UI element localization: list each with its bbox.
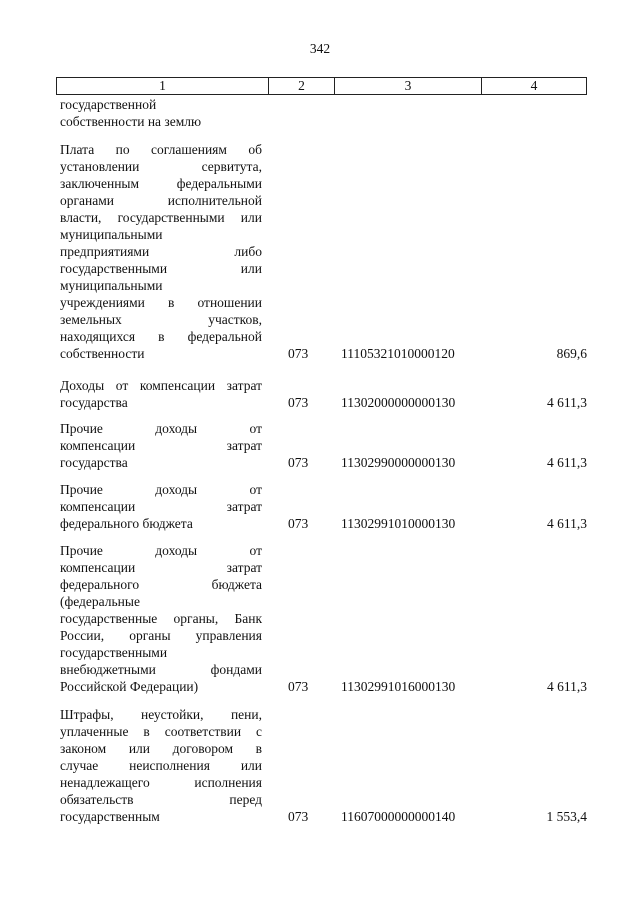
description-line: заключенным федеральными [60,176,262,191]
row-description [60,420,587,471]
description-line: ненадлежащего исполнения [60,775,262,790]
description-line: Прочие доходы от [60,482,262,497]
description-line: компенсации затрат [60,499,262,514]
description-line: государственным [60,809,160,824]
budget-classification-code: 11302000000000130 [341,395,456,410]
table-header [56,77,587,95]
amount: 869,6 [556,346,587,361]
admin-code: 073 [288,455,309,470]
description-line: собственности на землю [60,114,202,129]
description-line: государственными или [60,261,262,276]
table-row [60,706,587,825]
budget-classification-code: 11105321010000120 [341,346,455,361]
description-line: Прочие доходы от [60,421,262,436]
description-line: муниципальными [60,278,163,293]
description-line: Прочие доходы от [60,543,262,558]
amount: 1 553,4 [546,809,587,824]
description-line: установлении сервитута, [60,159,262,174]
admin-code: 073 [288,395,309,410]
description-line: учреждениями в отношении [60,295,262,310]
table-row [60,96,587,130]
column-header-1: 1 [57,78,269,94]
description-line: находящихся в федеральной [60,329,262,344]
row-description [60,481,587,532]
description-line: России, органы управления [60,628,262,643]
description-line: собственности [60,346,145,361]
amount: 4 611,3 [547,455,587,470]
description-line: Штрафы, неустойки, пени, [60,707,262,722]
page-number: 342 [309,41,331,56]
description-line: законом или договором в [60,741,262,756]
description-line: предприятиями либо [60,244,262,259]
description-line: уплаченные в соответствии с [60,724,262,739]
row-description [60,542,587,695]
admin-code: 073 [288,679,309,694]
admin-code: 073 [288,809,309,824]
description-line: компенсации затрат [60,560,262,575]
description-line: внебюджетными фондами [60,662,262,677]
table-row [60,481,587,532]
admin-code: 073 [288,516,309,531]
description-line: случае неисполнения или [60,758,262,773]
description-line: (федеральные [60,594,140,609]
description-line: государственные органы, Банк [60,611,262,626]
description-line: Доходы от компенсации затрат [60,378,262,393]
description-line: обязательств перед [60,792,262,807]
budget-classification-code: 11302990000000130 [341,455,456,470]
amount: 4 611,3 [547,516,587,531]
budget-classification-code: 11607000000000140 [341,809,456,824]
amount: 4 611,3 [547,395,587,410]
table-row [60,141,587,362]
budget-classification-code: 11302991010000130 [341,516,456,531]
description-line: муниципальными [60,227,163,242]
description-line: компенсации затрат [60,438,262,453]
description-line: Российской Федерации) [60,679,199,694]
table-row [60,542,587,695]
row-description [60,377,587,411]
description-line: федерального бюджета [60,577,262,592]
table-row [60,377,587,411]
row-description [60,706,587,825]
description-line: государственной [60,97,157,112]
description-line: государства [60,455,128,470]
table-row [60,420,587,471]
admin-code: 073 [288,346,309,361]
description-line: Плата по соглашениям об [60,142,262,157]
budget-classification-code: 11302991016000130 [341,679,456,694]
column-header-4: 4 [530,78,538,93]
row-description [60,96,587,130]
description-line: федерального бюджета [60,516,193,531]
description-line: власти, государственными или [60,210,262,225]
description-line: земельных участков, [60,312,262,327]
row-description [60,141,587,362]
description-line: государственными [60,645,168,660]
amount: 4 611,3 [547,679,587,694]
description-line: органами исполнительной [60,193,262,208]
column-header-3: 3 [335,78,482,94]
description-line: государства [60,395,128,410]
column-header-2: 2 [269,78,335,94]
